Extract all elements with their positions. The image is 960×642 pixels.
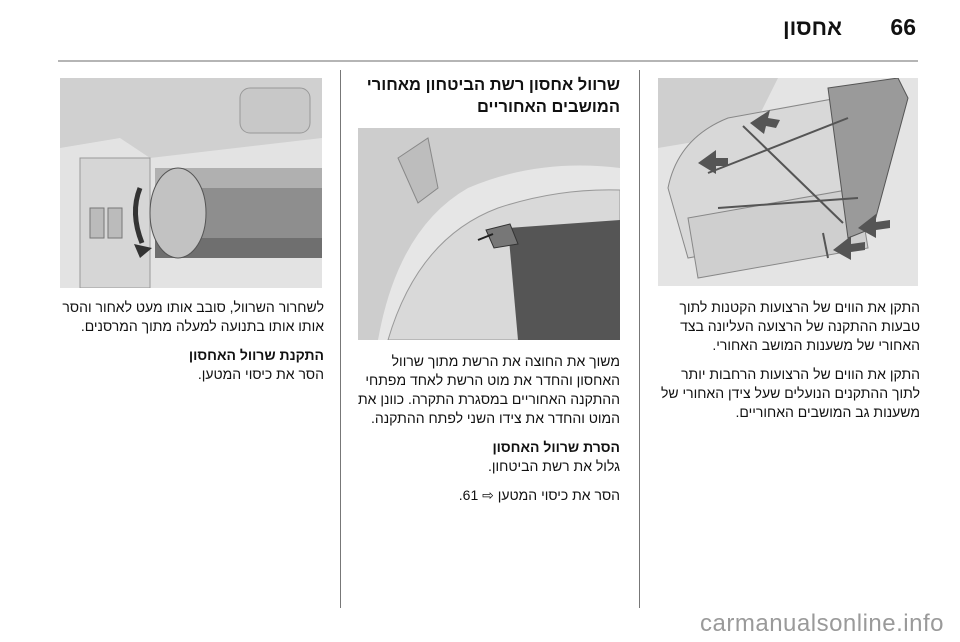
section-title: שרוול אחסון רשת הביטחון מאחורי המושבים האחוריים [366,76,620,116]
header-rule [58,60,918,62]
left-column-text [60,298,324,394]
figure-strap-installation [658,78,918,286]
page-header [0,14,960,44]
middle-subheading: הסרת שרוול האחסון [492,439,620,455]
middle-column-title-block [358,74,620,128]
left-paragraph-2: הסר את כיסוי המטען. [197,366,324,382]
middle-paragraph-2: גלול את רשת הביטחון. [487,458,620,474]
right-column-text [658,298,920,432]
middle-paragraph-1: משוך את החוצה את הרשת מתוך שרוול האחסון והחדר את מוט הרשת לאחד מפתחי ההתקנה האחוריים במסגרת התקרה. כוונן את המוט והחדר את צידו השני לפתח ההתקנה. [358,353,620,426]
watermark: carmanualsonline.info [700,610,944,637]
right-paragraph-2: התקן את הווים של הרצועות הרחבות יותר לתוך ההתקנים הנועלים שעל צידן האחורי של משענות גב המושבים האחוריים. [660,366,920,420]
left-paragraph-1: לשחרור השרוול, סובב אותו מעט לאחור והסר אותו אותו בתנועה למעלה מתוך המרסנים. [62,299,324,334]
column-divider-left [340,70,341,608]
page-number: 66 [890,14,916,40]
chapter-title: אחסון [782,15,842,40]
figure-storage-sleeve [60,78,322,288]
right-paragraph-1: התקן את הווים של הרצועות הקטנות לתוך טבעות ההתקנה של הרצועה העליונה בצד האחורי של משענות המושב האחורי. [679,299,920,353]
middle-paragraph-3: הסר את כיסוי המטען ⇨ 61. [458,487,620,503]
left-subheading: התקנת שרוול האחסון [188,347,324,363]
middle-column-text [358,352,620,515]
column-divider-right [639,70,640,608]
figure-net-installation [358,128,620,340]
